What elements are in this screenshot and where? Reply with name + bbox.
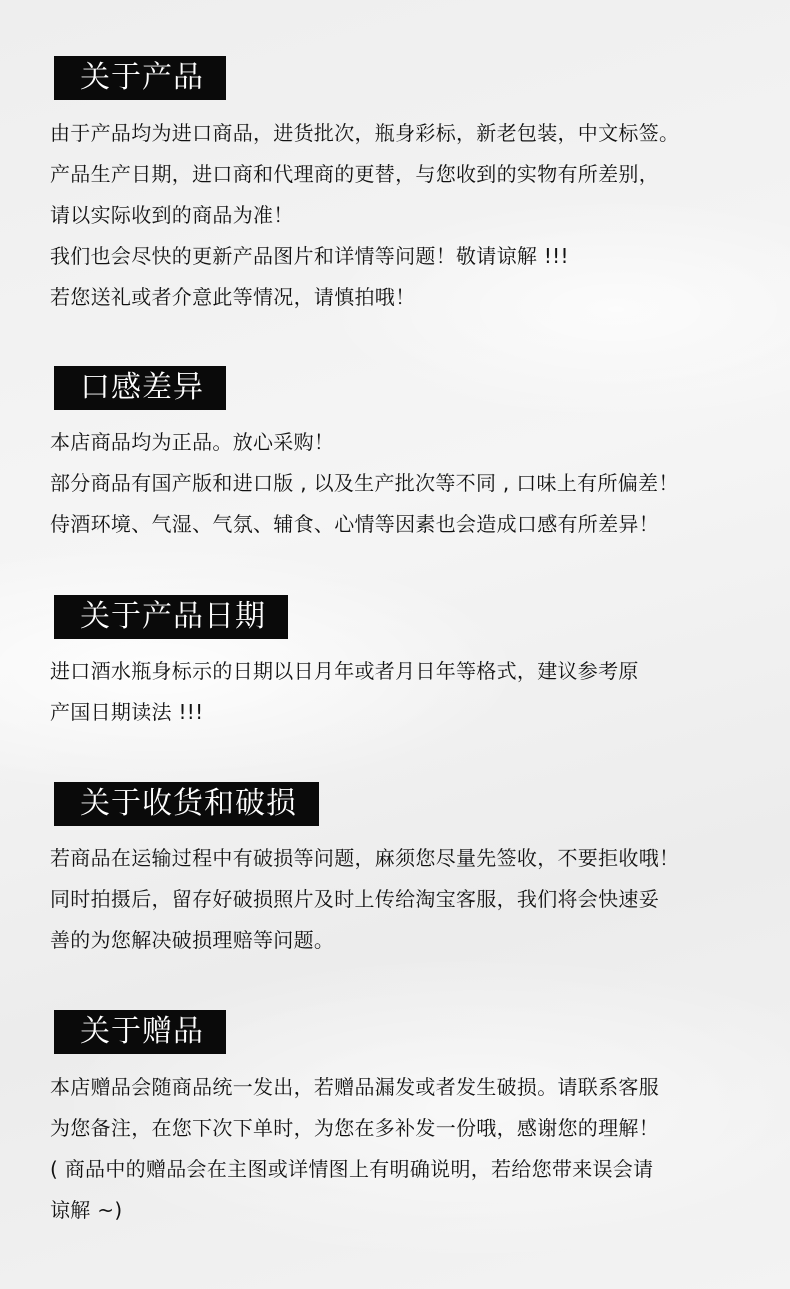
text-line: 若商品在运输过程中有破损等问题，麻须您尽量先签收，不要拒收哦！ <box>50 846 680 870</box>
section-body <box>50 1067 780 1231</box>
text-line: 请以实际收到的商品为准！ <box>50 203 294 227</box>
section-heading: 关于产品日期 <box>54 595 288 639</box>
text-line: 产国日期读法 !!! <box>50 700 204 724</box>
text-line: 进口酒水瓶身标示的日期以日月年或者月日年等格式，建议参考原 <box>50 659 639 683</box>
text-line: 本店商品均为正品。放心采购！ <box>50 430 335 454</box>
section-heading: 关于收货和破损 <box>54 782 319 826</box>
text-line: 若您送礼或者介意此等情况，请慎拍哦！ <box>50 285 416 309</box>
text-line: 部分商品有国产版和进口版 , 以及生产批次等不同 , 口味上有所偏差！ <box>50 471 679 495</box>
text-line: ( 商品中的赠品会在主图或详情图上有明确说明，若给您带来误会请 <box>50 1157 654 1181</box>
section-body <box>50 651 780 733</box>
text-line: 为您备注，在您下次下单时，为您在多补发一份哦，感谢您的理解！ <box>50 1116 659 1140</box>
section-heading: 口感差异 <box>54 366 226 410</box>
text-line: 善的为您解决破损理赔等问题。 <box>50 928 335 952</box>
section-body <box>50 838 780 961</box>
text-line: 谅解 ~) <box>50 1198 123 1222</box>
text-line: 侍酒环境、气湿、气氛、辅食、心情等因素也会造成口感有所差异！ <box>50 512 659 536</box>
text-line: 本店赠品会随商品统一发出，若赠品漏发或者发生破损。请联系客服 <box>50 1075 659 1099</box>
text-line: 由于产品均为进口商品，进货批次，瓶身彩标，新老包装，中文标签。 <box>50 121 680 145</box>
section-heading: 关于产品 <box>54 56 226 100</box>
text-line: 我们也会尽快的更新产品图片和详情等问题！敬请谅解 !!! <box>50 244 569 268</box>
section-body <box>50 422 780 545</box>
section-body <box>50 113 780 318</box>
section-heading: 关于赠品 <box>54 1010 226 1054</box>
text-line: 同时拍摄后，留存好破损照片及时上传给淘宝客服，我们将会快速妥 <box>50 887 659 911</box>
text-line: 产品生产日期，进口商和代理商的更替，与您收到的实物有所差别， <box>50 162 659 186</box>
